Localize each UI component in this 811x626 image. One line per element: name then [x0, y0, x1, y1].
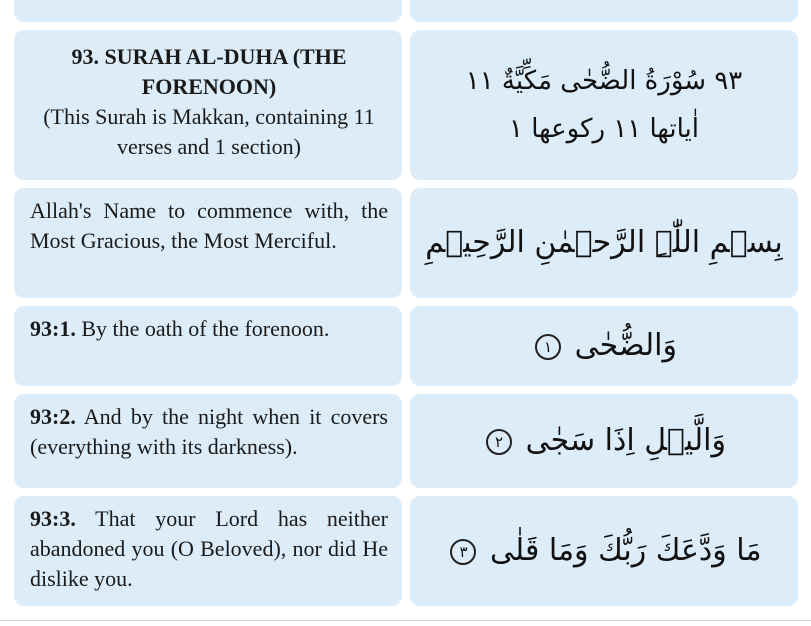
bismillah-arabic-text: بِسۡمِ اللّٰہِ الرَّحۡمٰنِ الرَّحِیۡمِ	[425, 225, 783, 260]
verse-text: And by the night when it covers (everything with its darkness).	[30, 404, 388, 459]
verse-ref: 93:3.	[30, 506, 76, 531]
bismillah-english	[14, 188, 402, 298]
verse-number-marker: ٢	[486, 429, 512, 455]
surah-subtitle: (This Surah is Makkan, containing 11 verses and 1 section)	[43, 104, 375, 159]
verse-arabic-text: مَا وَدَّعَكَ رَبُّكَ وَمَا قَلٰى	[490, 533, 762, 568]
bismillah-arabic	[410, 188, 798, 298]
bismillah-text: Allah's Name to commence with, the Most Gracious, the Most Merciful.	[30, 198, 388, 253]
verse-3-english	[14, 496, 402, 606]
page-divider	[0, 620, 811, 621]
surah-title-arabic: ٩٣ سُوْرَةُ الضُّحٰى مَكِّيَّةٌ ١١	[465, 66, 743, 96]
surah-info-arabic: اٰياتها ١١ رکوعها ١	[508, 114, 700, 144]
surah-header-english	[14, 30, 402, 180]
surah-title: 93. SURAH AL-DUHA (THE FORENOON)	[71, 44, 347, 99]
prev-arabic-cell	[410, 0, 798, 22]
verse-number-marker: ٣	[450, 539, 476, 565]
translation-table	[14, 0, 798, 606]
verse-1-english	[14, 306, 402, 386]
verse-arabic-text: وَالضُّحٰى	[574, 328, 677, 363]
verse-number-marker: ١	[535, 334, 561, 360]
surah-header-arabic	[410, 30, 798, 180]
verse-2-arabic	[410, 394, 798, 488]
verse-ref: 93:2.	[30, 404, 76, 429]
verse-ref: 93:1.	[30, 316, 76, 341]
verse-3-arabic	[410, 496, 798, 606]
verse-text: By the oath of the forenoon.	[75, 316, 330, 341]
verse-2-english	[14, 394, 402, 488]
verse-text: That your Lord has neither abandoned you (O Beloved), nor did He dislike you.	[30, 506, 388, 591]
verse-arabic-text: وَالَّيۡلِ اِذَا سَجٰى	[525, 423, 726, 458]
verse-1-arabic	[410, 306, 798, 386]
prev-english-cell	[14, 0, 402, 22]
